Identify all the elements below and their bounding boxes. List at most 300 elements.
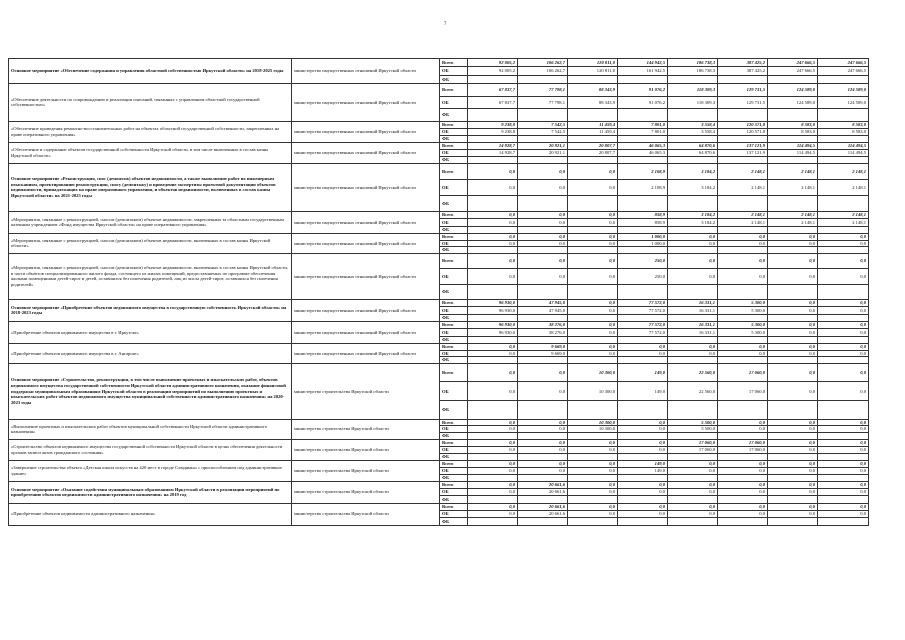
budget-table — [8, 58, 869, 526]
funding-value: 0,0 — [518, 439, 568, 446]
funding-value — [568, 247, 618, 254]
funding-value — [618, 433, 668, 440]
funding-value: 0,0 — [618, 350, 668, 357]
funding-value — [818, 109, 869, 122]
funding-value: 17 060,0 — [668, 446, 718, 453]
funding-value — [468, 474, 518, 481]
funding-value: 0,0 — [468, 343, 518, 350]
funding-value — [468, 401, 518, 420]
funding-value: 118 309,3 — [668, 96, 718, 109]
funding-value: 0,0 — [618, 439, 668, 446]
funding-value: 67 837,7 — [468, 83, 518, 96]
funding-value: 9 238,8 — [468, 121, 518, 128]
funding-value — [718, 357, 768, 364]
funding-value — [568, 195, 618, 211]
funding-value: 0,0 — [568, 163, 618, 179]
funding-value: 5 300,0 — [718, 329, 768, 336]
responsible-executor: министерство строительства Иркутской области — [292, 439, 440, 460]
funding-value: 120 811,0 — [568, 67, 618, 75]
funding-value — [618, 135, 668, 142]
funding-value: 77 572,0 — [618, 329, 668, 336]
funding-value — [768, 474, 818, 481]
measure-name: Основное мероприятие «Реконструкция, снос (демонтаж) объектов недвижимости, а также выполнение работ по инженерным изысканиям, проектированию реконструкции, сносу (демонтажу) и проведение экспертизы проектной документации объектов недвижимости, принадлежащих на праве оперативного управления, и объектов недвижимости, включенных в состав казны Иркутской области» на 2021-2025 годы — [9, 163, 292, 211]
funding-value: 5 300,0 — [718, 299, 768, 306]
funding-source: ФБ — [440, 518, 468, 525]
funding-source: ФБ — [440, 284, 468, 299]
funding-source: ФБ — [440, 453, 468, 460]
funding-value — [768, 135, 818, 142]
funding-source: ОБ — [440, 511, 468, 518]
funding-value: 2 108,9 — [618, 163, 668, 179]
funding-value — [768, 195, 818, 211]
funding-value: 0,0 — [718, 343, 768, 350]
funding-value: 20 661,6 — [518, 503, 568, 510]
funding-value: 20 807,7 — [568, 149, 618, 156]
funding-value — [568, 357, 618, 364]
funding-value — [668, 496, 718, 503]
table-row — [9, 363, 869, 382]
funding-value: 0,0 — [718, 467, 768, 474]
funding-source: Всего — [440, 460, 468, 467]
measure-name: «Выполнение проектных и изыскательских работ объектов муниципальной собственности Иркутской области административного назначения» — [9, 419, 292, 439]
funding-value — [568, 109, 618, 122]
funding-value: 0,0 — [668, 350, 718, 357]
funding-value — [618, 357, 668, 364]
funding-value — [618, 75, 668, 83]
measure-name: «Обеспечение деятельности по сопровождению и реализации описаний, связанных с управлением областной государственной собственностью» — [9, 83, 292, 121]
funding-source: ОБ — [440, 219, 468, 226]
funding-value — [718, 156, 768, 163]
funding-source: ОБ — [440, 149, 468, 156]
table-row — [9, 253, 869, 268]
funding-value: 0,0 — [518, 460, 568, 467]
funding-value: 149,0 — [618, 382, 668, 401]
funding-value: 0,0 — [818, 269, 869, 284]
funding-value — [818, 195, 869, 211]
funding-value: 8 583,0 — [768, 128, 818, 135]
funding-value — [718, 496, 768, 503]
funding-value: 0,0 — [768, 467, 818, 474]
funding-value: 161 942,5 — [618, 67, 668, 75]
funding-value: 0,0 — [568, 343, 618, 350]
funding-value: 0,0 — [468, 439, 518, 446]
funding-value — [668, 75, 718, 83]
funding-value: 2 148,1 — [818, 179, 869, 195]
funding-value: 8 583,0 — [818, 121, 869, 128]
funding-value: 858,9 — [618, 219, 668, 226]
funding-value: 0,0 — [718, 350, 768, 357]
funding-value: 64 870,6 — [668, 142, 718, 149]
funding-value: 17 060,0 — [718, 439, 768, 446]
funding-value: 0,0 — [468, 269, 518, 284]
measure-name: «Обеспечение и содержание объектов государственной собственности Иркутской области, в том числе включенных в состав казны Иркутской области» — [9, 142, 292, 163]
funding-value — [818, 401, 869, 420]
funding-value: 8 583,0 — [818, 128, 869, 135]
funding-value: 0,0 — [818, 503, 869, 510]
funding-value: 2 148,1 — [818, 211, 869, 218]
funding-value: 0,0 — [518, 253, 568, 268]
funding-value: 0,0 — [718, 489, 768, 496]
funding-value: 0,0 — [568, 253, 618, 268]
funding-value — [518, 336, 568, 343]
funding-value — [468, 247, 518, 254]
table-row — [9, 142, 869, 149]
funding-value: 0,0 — [768, 350, 818, 357]
funding-value: 0,0 — [518, 467, 568, 474]
funding-value: 0,0 — [718, 240, 768, 247]
funding-value: 5 300,0 — [718, 307, 768, 314]
responsible-executor: министерство имущественных отношений Иркутской области — [292, 211, 440, 233]
funding-value: 114 494,5 — [768, 142, 818, 149]
funding-value: 124 589,0 — [818, 83, 869, 96]
funding-value: 0,0 — [668, 269, 718, 284]
funding-value: 0,0 — [718, 426, 768, 433]
funding-value — [718, 109, 768, 122]
funding-value: 0,0 — [818, 481, 869, 488]
funding-value — [768, 496, 818, 503]
measure-name: «Приобретение объектов недвижимого имущества в г. Иркутске» — [9, 321, 292, 343]
funding-value: 0,0 — [468, 426, 518, 433]
funding-value — [718, 474, 768, 481]
funding-value: 0,0 — [568, 489, 618, 496]
funding-value: 16 331,1 — [668, 321, 718, 328]
funding-value — [718, 135, 768, 142]
funding-value — [818, 284, 869, 299]
funding-value: 0,0 — [468, 240, 518, 247]
funding-value: 5 500,0 — [668, 419, 718, 426]
funding-value: 3 184,2 — [668, 211, 718, 218]
funding-source: Всего — [440, 363, 468, 382]
funding-source: ОБ — [440, 446, 468, 453]
responsible-executor: министерство имущественных отношений Иркутской области — [292, 163, 440, 211]
funding-value: 20 921,1 — [518, 142, 568, 149]
funding-value — [518, 401, 568, 420]
funding-value: 114 494,5 — [768, 149, 818, 156]
funding-value: 77 572,0 — [618, 299, 668, 306]
funding-value: 16 331,1 — [668, 307, 718, 314]
table-row — [9, 211, 869, 218]
funding-value: 0,0 — [718, 269, 768, 284]
responsible-executor: министерство строительства Иркутской области — [292, 481, 440, 503]
funding-value: 0,0 — [668, 503, 718, 510]
funding-value: 0,0 — [718, 460, 768, 467]
responsible-executor: министерство имущественных отношений Иркутской области — [292, 83, 440, 121]
funding-value — [768, 453, 818, 460]
funding-source: ФБ — [440, 109, 468, 122]
funding-value: 46 065,3 — [618, 142, 668, 149]
funding-source: Всего — [440, 211, 468, 218]
responsible-executor: министерство имущественных отношений Иркутской области — [292, 321, 440, 343]
funding-value: 0,0 — [818, 439, 869, 446]
funding-value: 17 060,0 — [668, 439, 718, 446]
funding-value: 77 798,1 — [518, 96, 568, 109]
measure-name: «Мероприятия, связанные с реконструкцией, сносом (демонтажем) объектов недвижимости, включенных в состав казны Иркутской области» — [9, 233, 292, 253]
funding-value: 20 807,7 — [568, 142, 618, 149]
responsible-executor: министерство строительства Иркутской области — [292, 503, 440, 525]
funding-value: 17 060,0 — [718, 446, 768, 453]
funding-value — [518, 453, 568, 460]
funding-value — [618, 474, 668, 481]
funding-value — [568, 75, 618, 83]
funding-value — [568, 401, 618, 420]
funding-value: 0,0 — [668, 481, 718, 488]
funding-value — [618, 156, 668, 163]
funding-value — [618, 226, 668, 233]
funding-value — [718, 314, 768, 321]
funding-value: 2 148,1 — [718, 179, 768, 195]
funding-value: 0,0 — [468, 460, 518, 467]
funding-value — [468, 433, 518, 440]
funding-value: 0,0 — [618, 481, 668, 488]
funding-value: 250,0 — [618, 269, 668, 284]
funding-source: ФБ — [440, 75, 468, 83]
funding-source: ОБ — [440, 67, 468, 75]
funding-value: 3 184,2 — [668, 179, 718, 195]
funding-value — [468, 357, 518, 364]
funding-source: ФБ — [440, 195, 468, 211]
measure-name: «Завершение строительства объекта «Детская школа искусств на 420 мест в городе Слюдянка» с приспособлением под административное здание» — [9, 460, 292, 481]
funding-value: 3 558,4 — [668, 121, 718, 128]
funding-source: ФБ — [440, 496, 468, 503]
funding-value — [518, 195, 568, 211]
responsible-executor: министерство имущественных отношений Иркутской области — [292, 121, 440, 142]
funding-value: 0,0 — [768, 321, 818, 328]
funding-value — [668, 195, 718, 211]
funding-value: 0,0 — [468, 382, 518, 401]
funding-value: 1 000,0 — [618, 233, 668, 240]
funding-value — [818, 453, 869, 460]
funding-value — [468, 75, 518, 83]
funding-value: 0,0 — [518, 382, 568, 401]
funding-value — [818, 474, 869, 481]
funding-source: Всего — [440, 503, 468, 510]
funding-value: 20 661,6 — [518, 511, 568, 518]
funding-value — [518, 496, 568, 503]
funding-source: ОБ — [440, 329, 468, 336]
funding-value — [718, 284, 768, 299]
funding-value: 0,0 — [818, 343, 869, 350]
funding-value: 2 148,1 — [768, 211, 818, 218]
funding-value: 0,0 — [818, 350, 869, 357]
funding-value — [818, 226, 869, 233]
funding-value: 20 661,6 — [518, 481, 568, 488]
responsible-executor: министерство имущественных отношений Иркутской области — [292, 59, 440, 84]
funding-value — [518, 247, 568, 254]
funding-value: 88 343,9 — [568, 96, 618, 109]
funding-value: 0,0 — [568, 240, 618, 247]
funding-value — [768, 156, 818, 163]
funding-value: 0,0 — [568, 503, 618, 510]
funding-value: 114 494,5 — [818, 142, 869, 149]
funding-value — [768, 314, 818, 321]
funding-value: 0,0 — [518, 233, 568, 240]
responsible-executor: министерство имущественных отношений Иркутской области — [292, 343, 440, 363]
responsible-executor: министерство имущественных отношений Иркутской области — [292, 299, 440, 321]
funding-value: 38 276,0 — [518, 321, 568, 328]
funding-value: 0,0 — [668, 343, 718, 350]
funding-source: ОБ — [440, 269, 468, 284]
funding-value — [718, 247, 768, 254]
funding-value — [718, 453, 768, 460]
funding-source: Всего — [440, 233, 468, 240]
funding-value: 0,0 — [768, 329, 818, 336]
funding-value — [768, 226, 818, 233]
funding-value — [818, 156, 869, 163]
funding-value: 0,0 — [618, 343, 668, 350]
funding-value: 0,0 — [468, 350, 518, 357]
funding-value: 7 801,0 — [618, 121, 668, 128]
funding-value — [618, 336, 668, 343]
funding-value: 0,0 — [768, 363, 818, 382]
funding-value — [618, 401, 668, 420]
funding-value: 0,0 — [468, 253, 518, 268]
funding-value: 124 589,0 — [818, 96, 869, 109]
funding-value: 0,0 — [518, 269, 568, 284]
funding-value: 0,0 — [818, 511, 869, 518]
funding-value: 7 801,0 — [618, 128, 668, 135]
funding-value — [718, 433, 768, 440]
table-row — [9, 321, 869, 328]
funding-value — [568, 474, 618, 481]
funding-value: 14 928,7 — [468, 142, 518, 149]
funding-value: 2 148,1 — [718, 211, 768, 218]
funding-value — [818, 75, 869, 83]
funding-value: 0,0 — [468, 211, 518, 218]
funding-value: 0,0 — [468, 363, 518, 382]
funding-value: 0,0 — [518, 240, 568, 247]
funding-value — [668, 357, 718, 364]
funding-value — [468, 284, 518, 299]
funding-value — [668, 474, 718, 481]
funding-value: 77 572,0 — [618, 307, 668, 314]
funding-value: 0,0 — [568, 269, 618, 284]
funding-value: 106 262,7 — [518, 59, 568, 67]
funding-value: 2 148,1 — [768, 163, 818, 179]
funding-value: 2 148,1 — [818, 219, 869, 226]
funding-source: Всего — [440, 142, 468, 149]
funding-value: 0,0 — [818, 329, 869, 336]
funding-value: 0,0 — [468, 419, 518, 426]
funding-value: 0,0 — [468, 511, 518, 518]
funding-value: 77 798,1 — [518, 83, 568, 96]
funding-value: 10 300,0 — [568, 363, 618, 382]
funding-value — [518, 474, 568, 481]
funding-value: 0,0 — [718, 419, 768, 426]
funding-value: 2 148,1 — [768, 219, 818, 226]
funding-value — [568, 518, 618, 525]
funding-value: 9 669,0 — [518, 350, 568, 357]
funding-value: 0,0 — [668, 233, 718, 240]
funding-value: 0,0 — [768, 269, 818, 284]
funding-value — [818, 433, 869, 440]
funding-source: ФБ — [440, 474, 468, 481]
funding-value: 0,0 — [518, 426, 568, 433]
funding-source: ФБ — [440, 135, 468, 142]
funding-value: 3 184,2 — [668, 163, 718, 179]
funding-value: 250,0 — [618, 253, 668, 268]
funding-value: 8 583,0 — [768, 121, 818, 128]
funding-value: 2 108,9 — [618, 179, 668, 195]
funding-value: 0,0 — [768, 382, 818, 401]
measure-name: «Приобретение объектов недвижимости административного назначения» — [9, 503, 292, 525]
funding-value — [768, 357, 818, 364]
funding-value: 22 560,0 — [668, 363, 718, 382]
funding-value: 387 425,2 — [718, 59, 768, 67]
funding-value: 77 572,0 — [618, 321, 668, 328]
table-row — [9, 460, 869, 467]
funding-value: 10 300,0 — [568, 419, 618, 426]
funding-value: 96 930,0 — [468, 321, 518, 328]
funding-value — [518, 357, 568, 364]
funding-value: 9 238,8 — [468, 128, 518, 135]
funding-value — [668, 433, 718, 440]
funding-value: 5 300,0 — [718, 321, 768, 328]
responsible-executor: министерство строительства Иркутской области — [292, 460, 440, 481]
funding-value: 17 060,0 — [718, 363, 768, 382]
funding-value: 387 425,2 — [718, 67, 768, 75]
funding-value — [668, 109, 718, 122]
funding-value: 124 589,0 — [768, 83, 818, 96]
funding-source: ФБ — [440, 156, 468, 163]
funding-value: 0,0 — [818, 382, 869, 401]
funding-value — [768, 336, 818, 343]
funding-source: ФБ — [440, 357, 468, 364]
funding-value: 14 928,7 — [468, 149, 518, 156]
funding-value — [768, 401, 818, 420]
funding-value — [468, 496, 518, 503]
funding-value: 10 300,0 — [568, 382, 618, 401]
funding-value: 91 076,2 — [618, 83, 668, 96]
funding-value — [468, 195, 518, 211]
funding-source: ОБ — [440, 350, 468, 357]
funding-value: 114 494,5 — [818, 149, 869, 156]
responsible-executor: министерство имущественных отношений Иркутской области — [292, 142, 440, 163]
funding-value: 0,0 — [518, 446, 568, 453]
funding-value: 92 005,2 — [468, 67, 518, 75]
funding-value: 0,0 — [618, 503, 668, 510]
funding-value — [768, 433, 818, 440]
measure-name: «Мероприятия, связанные с реконструкцией, сносом (демонтажем) объектов недвижимости, включенных в состав казны Иркутской области, в части объектов специализированного жилого фонда, состоящего из жилых помещений, предоставляемых по программе обеспечения жилыми помещениями детей-сирот и детей, оставшихся без попечения родителей, лиц из числа детей-сирот, оставшихся без попечения родителей» — [9, 253, 292, 299]
funding-value: 0,0 — [468, 163, 518, 179]
funding-value — [568, 453, 618, 460]
funding-value: 0,0 — [718, 253, 768, 268]
funding-value — [668, 453, 718, 460]
funding-value — [468, 226, 518, 233]
funding-value — [668, 314, 718, 321]
funding-value: 0,0 — [768, 460, 818, 467]
funding-value: 0,0 — [568, 233, 618, 240]
funding-source: ОБ — [440, 489, 468, 496]
funding-value: 0,0 — [768, 419, 818, 426]
funding-value: 0,0 — [818, 307, 869, 314]
funding-value — [818, 496, 869, 503]
funding-source: ОБ — [440, 307, 468, 314]
funding-value: 149,0 — [618, 363, 668, 382]
funding-value: 0,0 — [518, 419, 568, 426]
funding-value: 149,0 — [618, 460, 668, 467]
funding-value — [768, 518, 818, 525]
funding-value: 5 500,0 — [668, 426, 718, 433]
funding-value: 0,0 — [668, 253, 718, 268]
funding-value: 46 065,3 — [618, 149, 668, 156]
funding-value: 0,0 — [568, 350, 618, 357]
measure-name: Основное мероприятие «Строительство, реконструкция, в том числе выполнение проектных и изыскательских работ, объектов недвижимого имущества государственной собственности Иркутской области административного назначения, оказание финансовой поддержки муниципальным образованиям Иркутской области в реализации мероприятий по выполнению проектных и изыскательских работ объектов недвижимого имущества муниципальной собственности административного назначения» на 2020-2023 годы — [9, 363, 292, 419]
table-row — [9, 503, 869, 510]
funding-source: Всего — [440, 83, 468, 96]
funding-value — [568, 433, 618, 440]
funding-value — [518, 135, 568, 142]
funding-value — [668, 226, 718, 233]
